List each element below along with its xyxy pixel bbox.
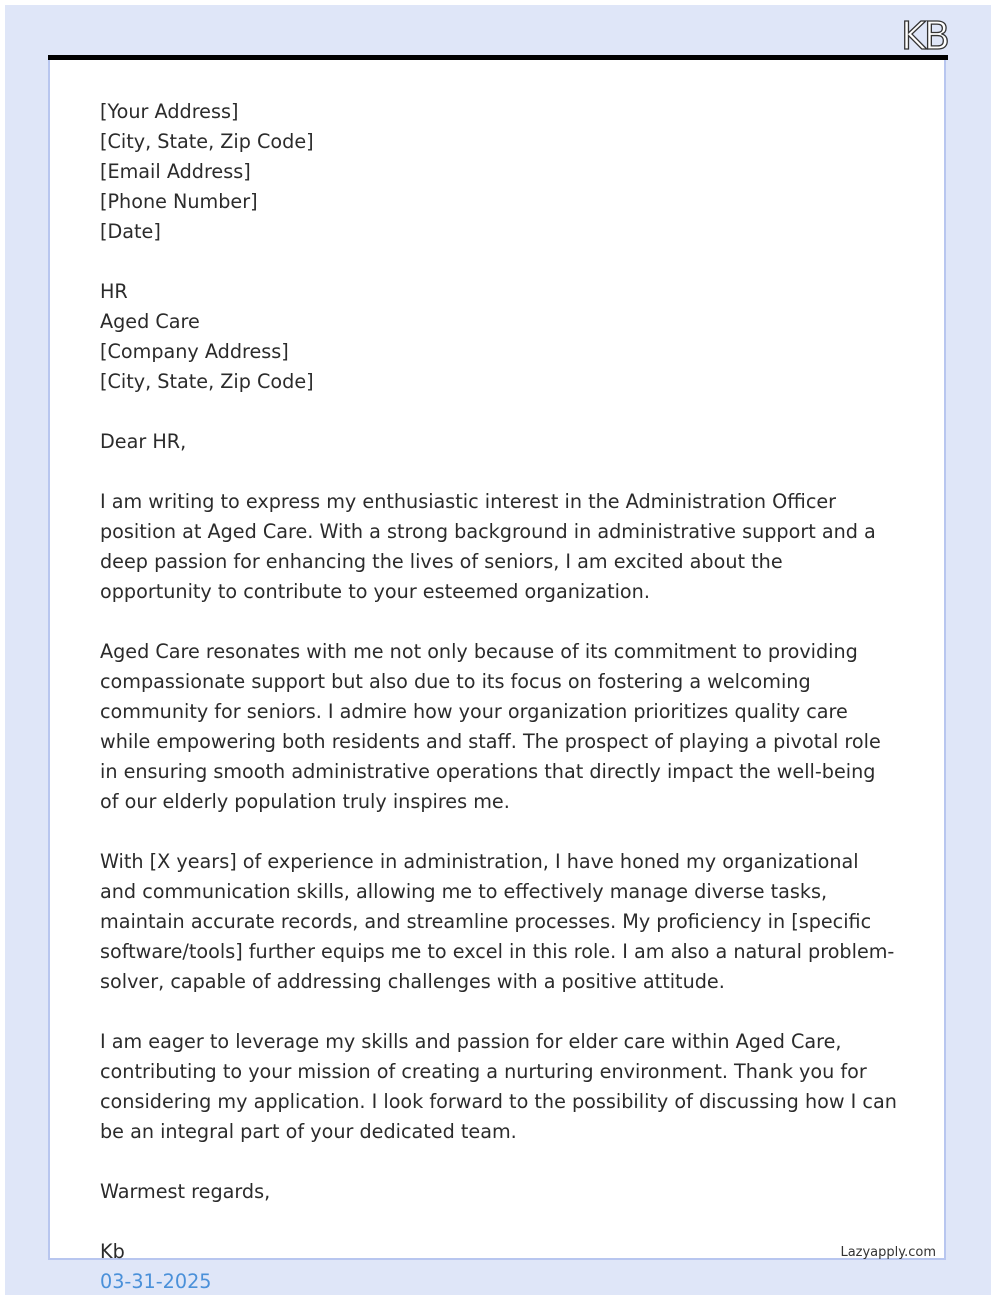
- paragraph-experience: With [X years] of experience in administration, I have honed my organizational and communication skills, allowing me to effectively manage diverse tasks, maintain accurate records, and streamline processes. My proficiency in [specific software/tools] further equips me to excel in this role. I am also a natural problem-solver, capable of addressing challenges with a positive attitude.: [100, 850, 895, 993]
- signed-date[interactable]: 03-31-2025: [100, 1270, 212, 1293]
- header-rule: [48, 55, 948, 60]
- paragraph-motivation: Aged Care resonates with me not only because of its commitment to providing compassionate support but also due to its focus on fostering a welcoming community for seniors. I admire how your organization prioritizes quality care while empowering both residents and staff. The prospect of playing a pivotal role in ensuring smooth administrative operations that directly impact the well-being of our elderly population truly inspires me.: [100, 640, 881, 813]
- recipient-company: Aged Care: [100, 310, 200, 333]
- paragraph-intro: I am writing to express my enthusiastic interest in the Administration Officer position at Aged Care. With a strong background in administrative support and a deep passion for enhancing the lives of seniors, I am excited about the opportunity to contribute to your esteemed organization.: [100, 490, 876, 603]
- salutation: Dear HR,: [100, 430, 187, 453]
- sender-city: [City, State, Zip Code]: [100, 130, 314, 153]
- sender-date: [Date]: [100, 220, 161, 243]
- closing: Warmest regards,: [100, 1180, 271, 1203]
- paragraph-closing: I am eager to leverage my skills and passion for elder care within Aged Care, contributing to your mission of creating a nurturing environment. Thank you for considering my application. I look forward to the possibility of discussing how I can be an integral part of your dedicated team.: [100, 1030, 897, 1143]
- recipient-city: [City, State, Zip Code]: [100, 370, 314, 393]
- letter-body: [100, 97, 900, 1297]
- recipient-name: HR: [100, 280, 128, 303]
- recipient-block: [100, 277, 900, 397]
- sender-phone: [Phone Number]: [100, 190, 258, 213]
- recipient-address: [Company Address]: [100, 340, 289, 363]
- monogram-logo: KB: [901, 14, 948, 58]
- sender-address: [Your Address]: [100, 100, 239, 123]
- watermark: Lazyapply.com: [840, 1245, 936, 1260]
- sender-block: [100, 97, 900, 247]
- sender-email: [Email Address]: [100, 160, 251, 183]
- signature: Kb: [100, 1240, 125, 1263]
